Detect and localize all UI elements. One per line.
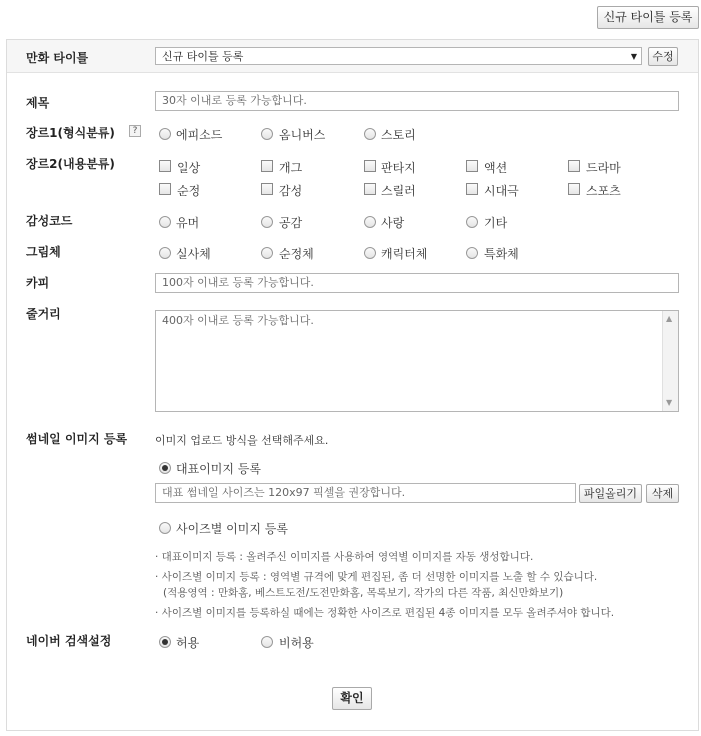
genre2-check-historical[interactable]: [466, 183, 478, 195]
style-option-special: 특화체: [484, 247, 519, 261]
synopsis-label: 줄거리: [26, 307, 61, 321]
genre2-option-romance: 순정: [177, 184, 201, 198]
style-option-character: 캐릭터체: [381, 247, 428, 261]
copy-input[interactable]: 100자 이내로 등록 가능합니다.: [155, 273, 679, 293]
genre2-check-thriller[interactable]: [364, 183, 376, 195]
thumbnail-note-4: · 사이즈별 이미지를 등록하실 때에는 정확한 사이즈로 편집된 4종 이미지를 모두 올려주셔야 합니다.: [155, 607, 615, 619]
genre1-label: 장르1(형식분류): [26, 126, 115, 140]
genre2-check-romance[interactable]: [159, 183, 171, 195]
scroll-down-icon[interactable]: ▼: [666, 398, 673, 407]
style-option-realistic: 실사체: [176, 247, 211, 261]
genre2-option-daily: 일상: [177, 161, 201, 175]
genre2-option-action: 액션: [484, 161, 508, 175]
title-label: 만화 타이틀: [26, 51, 89, 65]
thumbnail-radio-size[interactable]: [159, 522, 171, 534]
genre1-radio-story[interactable]: [364, 128, 376, 140]
emotion-radio-empathy[interactable]: [261, 216, 273, 228]
style-radio-sunjeong[interactable]: [261, 247, 273, 259]
style-label: 그림체: [26, 245, 61, 259]
upload-file-button[interactable]: 파일올리기: [579, 484, 642, 503]
genre1-option-episode: 에피소드: [176, 128, 223, 142]
emotion-option-humor: 유머: [176, 216, 200, 230]
thumbnail-option-size: 사이즈별 이미지 등록: [176, 522, 288, 536]
new-title-register-button[interactable]: 신규 타이틀 등록: [597, 6, 699, 29]
genre2-option-thriller: 스릴러: [381, 184, 416, 198]
thumbnail-note-2: · 사이즈별 이미지 등록 : 영역별 규격에 맞게 편집된, 좀 더 선명한 이미지를 노출 할 수 있습니다.: [155, 571, 598, 583]
genre1-option-omnibus: 옴니버스: [279, 128, 326, 142]
genre2-check-gag[interactable]: [261, 160, 273, 172]
genre1-radio-episode[interactable]: [159, 128, 171, 140]
help-icon[interactable]: ?: [129, 125, 141, 137]
search-option-deny: 비허용: [279, 636, 314, 650]
style-radio-character[interactable]: [364, 247, 376, 259]
emotion-radio-love[interactable]: [364, 216, 376, 228]
emotion-option-empathy: 공감: [279, 216, 303, 230]
synopsis-textarea[interactable]: [155, 310, 679, 412]
delete-file-button[interactable]: 삭제: [646, 484, 679, 503]
genre2-check-drama[interactable]: [568, 160, 580, 172]
thumbnail-option-main: 대표이미지 등록: [176, 462, 261, 476]
genre2-option-sports: 스포츠: [586, 184, 621, 198]
thumbnail-label: 썸네일 이미지 등록: [26, 432, 128, 446]
thumbnail-note-3: (적용영역 : 만화홈, 베스트도전/도전만화홈, 목록보기, 작가의 다른 작품, 최신만화보기): [163, 587, 564, 599]
emotion-label: 감성코드: [26, 214, 73, 228]
genre1-option-story: 스토리: [381, 128, 416, 142]
title-select-value: 신규 타이틀 등록: [162, 50, 244, 63]
style-option-sunjeong: 순정체: [279, 247, 314, 261]
emotion-option-love: 사랑: [381, 216, 405, 230]
genre2-option-historical: 시대극: [484, 184, 519, 198]
thumbnail-instruction: 이미지 업로드 방식을 선택해주세요.: [155, 434, 329, 447]
edit-title-button[interactable]: 수정: [648, 47, 678, 66]
scroll-up-icon[interactable]: ▲: [666, 314, 673, 323]
style-radio-special[interactable]: [466, 247, 478, 259]
confirm-button[interactable]: 확인: [332, 687, 372, 710]
thumbnail-file-input[interactable]: 대표 썸네일 사이즈는 120x97 픽셀을 권장합니다.: [155, 483, 576, 503]
emotion-radio-etc[interactable]: [466, 216, 478, 228]
search-radio-allow[interactable]: [159, 636, 171, 648]
genre2-check-fantasy[interactable]: [364, 160, 376, 172]
genre1-radio-omnibus[interactable]: [261, 128, 273, 140]
search-label: 네이버 검색설정: [26, 634, 112, 648]
search-radio-deny[interactable]: [261, 636, 273, 648]
genre2-option-emotional: 감성: [279, 184, 303, 198]
synopsis-placeholder: 400자 이내로 등록 가능합니다.: [162, 314, 314, 327]
subject-label: 제목: [26, 96, 50, 110]
chevron-down-icon: ▼: [630, 52, 637, 61]
copy-label: 카피: [26, 276, 50, 290]
genre2-check-sports[interactable]: [568, 183, 580, 195]
genre2-check-action[interactable]: [466, 160, 478, 172]
subject-input[interactable]: 30자 이내로 등록 가능합니다.: [155, 91, 679, 111]
style-radio-realistic[interactable]: [159, 247, 171, 259]
genre2-check-emotional[interactable]: [261, 183, 273, 195]
emotion-radio-humor[interactable]: [159, 216, 171, 228]
synopsis-scrollbar[interactable]: [662, 311, 678, 411]
search-option-allow: 허용: [176, 636, 200, 650]
genre2-option-fantasy: 판타지: [381, 161, 416, 175]
genre2-option-drama: 드라마: [586, 161, 621, 175]
title-select[interactable]: [155, 47, 642, 65]
genre2-check-daily[interactable]: [159, 160, 171, 172]
thumbnail-note-1: · 대표이미지 등록 : 올려주신 이미지를 사용하여 영역별 이미지를 자동 생성합니다.: [155, 551, 534, 563]
emotion-option-etc: 기타: [484, 216, 508, 230]
genre2-label: 장르2(내용분류): [26, 157, 115, 171]
thumbnail-radio-main[interactable]: [159, 462, 171, 474]
genre2-option-gag: 개그: [279, 161, 303, 175]
